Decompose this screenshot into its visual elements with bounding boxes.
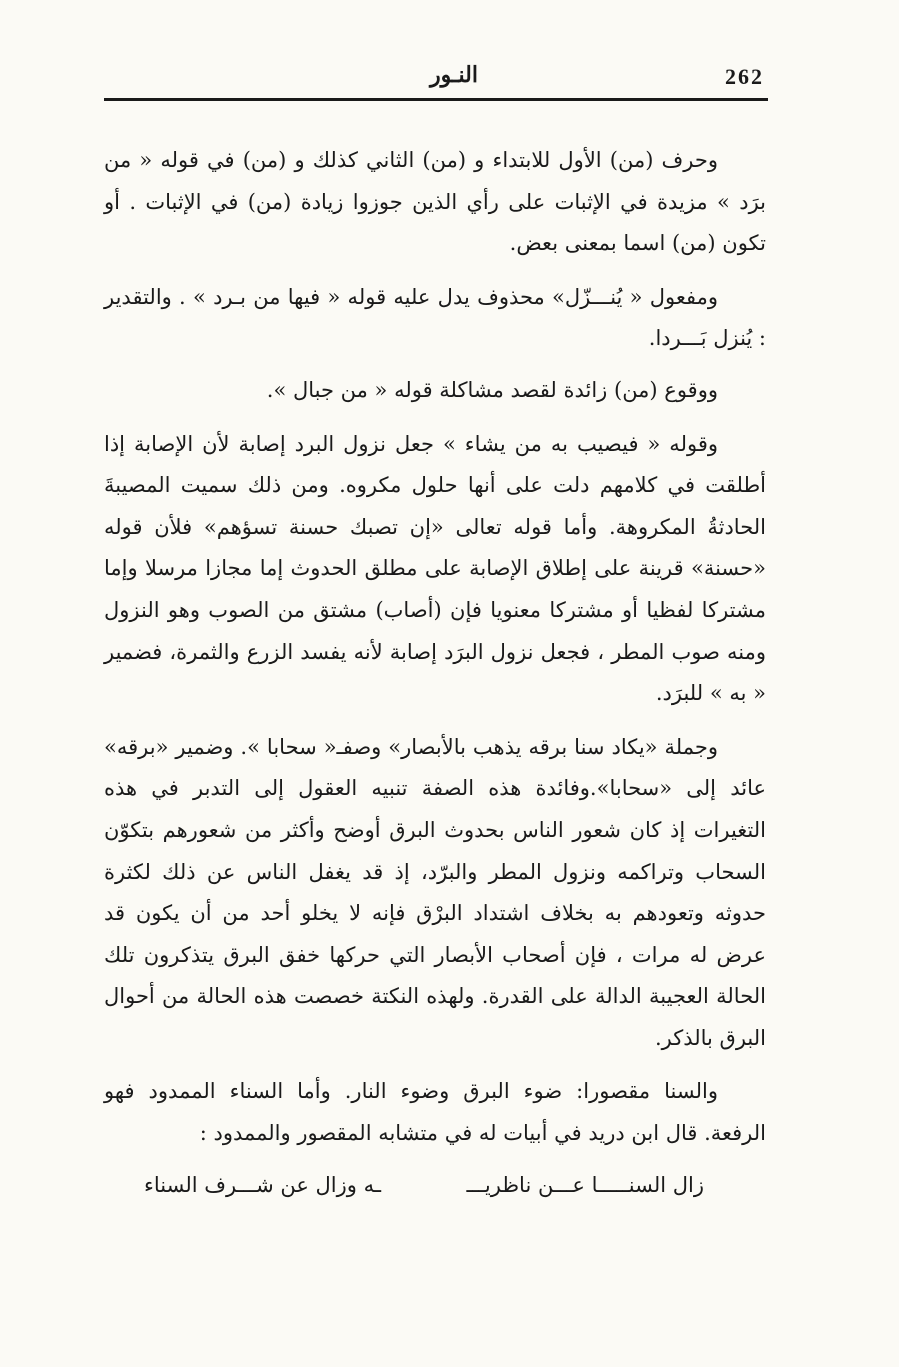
paragraph-5: وجملة «يكاد سنا برقه يذهب بالأبصار» وصفـ« سحابا ». وضمير «برقه» عائد إلى «سحابا».وفائدة هذه الصفة تنبيه العقول إلى التدبر في هذه التغيرات إذ كان شعور الناس بحدوث البرق أوضح وأكثر من شعورهم بتكوّن السحاب وتراكمه ونزول المطر والبرّد، إذ قد يغفل الناس عن ذلك لكثرة حدوثه وتعودهم به بخلاف اشتداد البرْق فإنه لا يخلو أحد من أن يكون قد عرض له مرات ، فإن أصحاب الأبصار التي حركها خفق البرق يتذكرون تلك الحالة العجيبة الدالة على القدرة. ولهذه النكتة خصصت هذه الحالة من أحوال البرق بالذكر.	[104, 734, 766, 1050]
verse-second-hemistich: ـه وزال عن شـــرف السناء	[144, 1172, 381, 1197]
page-number: 262	[725, 64, 764, 89]
paragraph-2: ومفعول « يُنـــزّل» محذوف يدل عليه قوله « فيها من بـرد » . والتقدير : يُنزل بَـــردا.	[104, 284, 766, 351]
page-header	[104, 58, 764, 98]
header-rule	[104, 98, 768, 101]
paragraph-3: ووقوع (من) زائدة لقصد مشاكلة قوله « من جبال ».	[266, 377, 718, 402]
poem-verse	[144, 1165, 704, 1207]
paragraph-1: وحرف (من) الأول للابتداء و (من) الثاني كذلك و (من) في قوله « من برَد » مزيدة في الإثبات على رأي الذين جوزوا زيادة (من) في الإثبات . أو تكون (من) اسما بمعنى بعض.	[104, 148, 766, 256]
verse-first-hemistich: زال السنـــــا عـــن ناظريـــ	[466, 1172, 704, 1197]
paragraph-6: والسنا مقصورا: ضوء البرق وضوء النار. وأما السناء الممدود فهو الرفعة. قال ابن دريد في أبيات له في متشابه المقصور والممدود :	[104, 1079, 766, 1146]
page-body	[104, 140, 766, 1206]
paragraph-4: وقوله « فيصيب به من يشاء » جعل نزول البرد إصابة لأن الإصابة إذا أطلقت في كلامهم دلت على أنها حلول مكروه. ومن ذلك سميت المصيبةَ الحادثةُ المكروهة. وأما قوله تعالى «إن تصبك حسنة تسؤهم» فلأن قوله «حسنة» قرينة على إطلاق الإصابة على مطلق الحدوث إما مجازا مرسلا وإما مشتركا لفظيا أو مشتركا معنويا فإن (أصاب) مشتق من الصوب وهو النزول ومنه صوب المطر ، فجعل نزول البرَد إصابة لأنه يفسد الزرع والثمرة، فضمير « به » للبرَد.	[104, 431, 766, 706]
running-title: النـور	[430, 62, 478, 88]
